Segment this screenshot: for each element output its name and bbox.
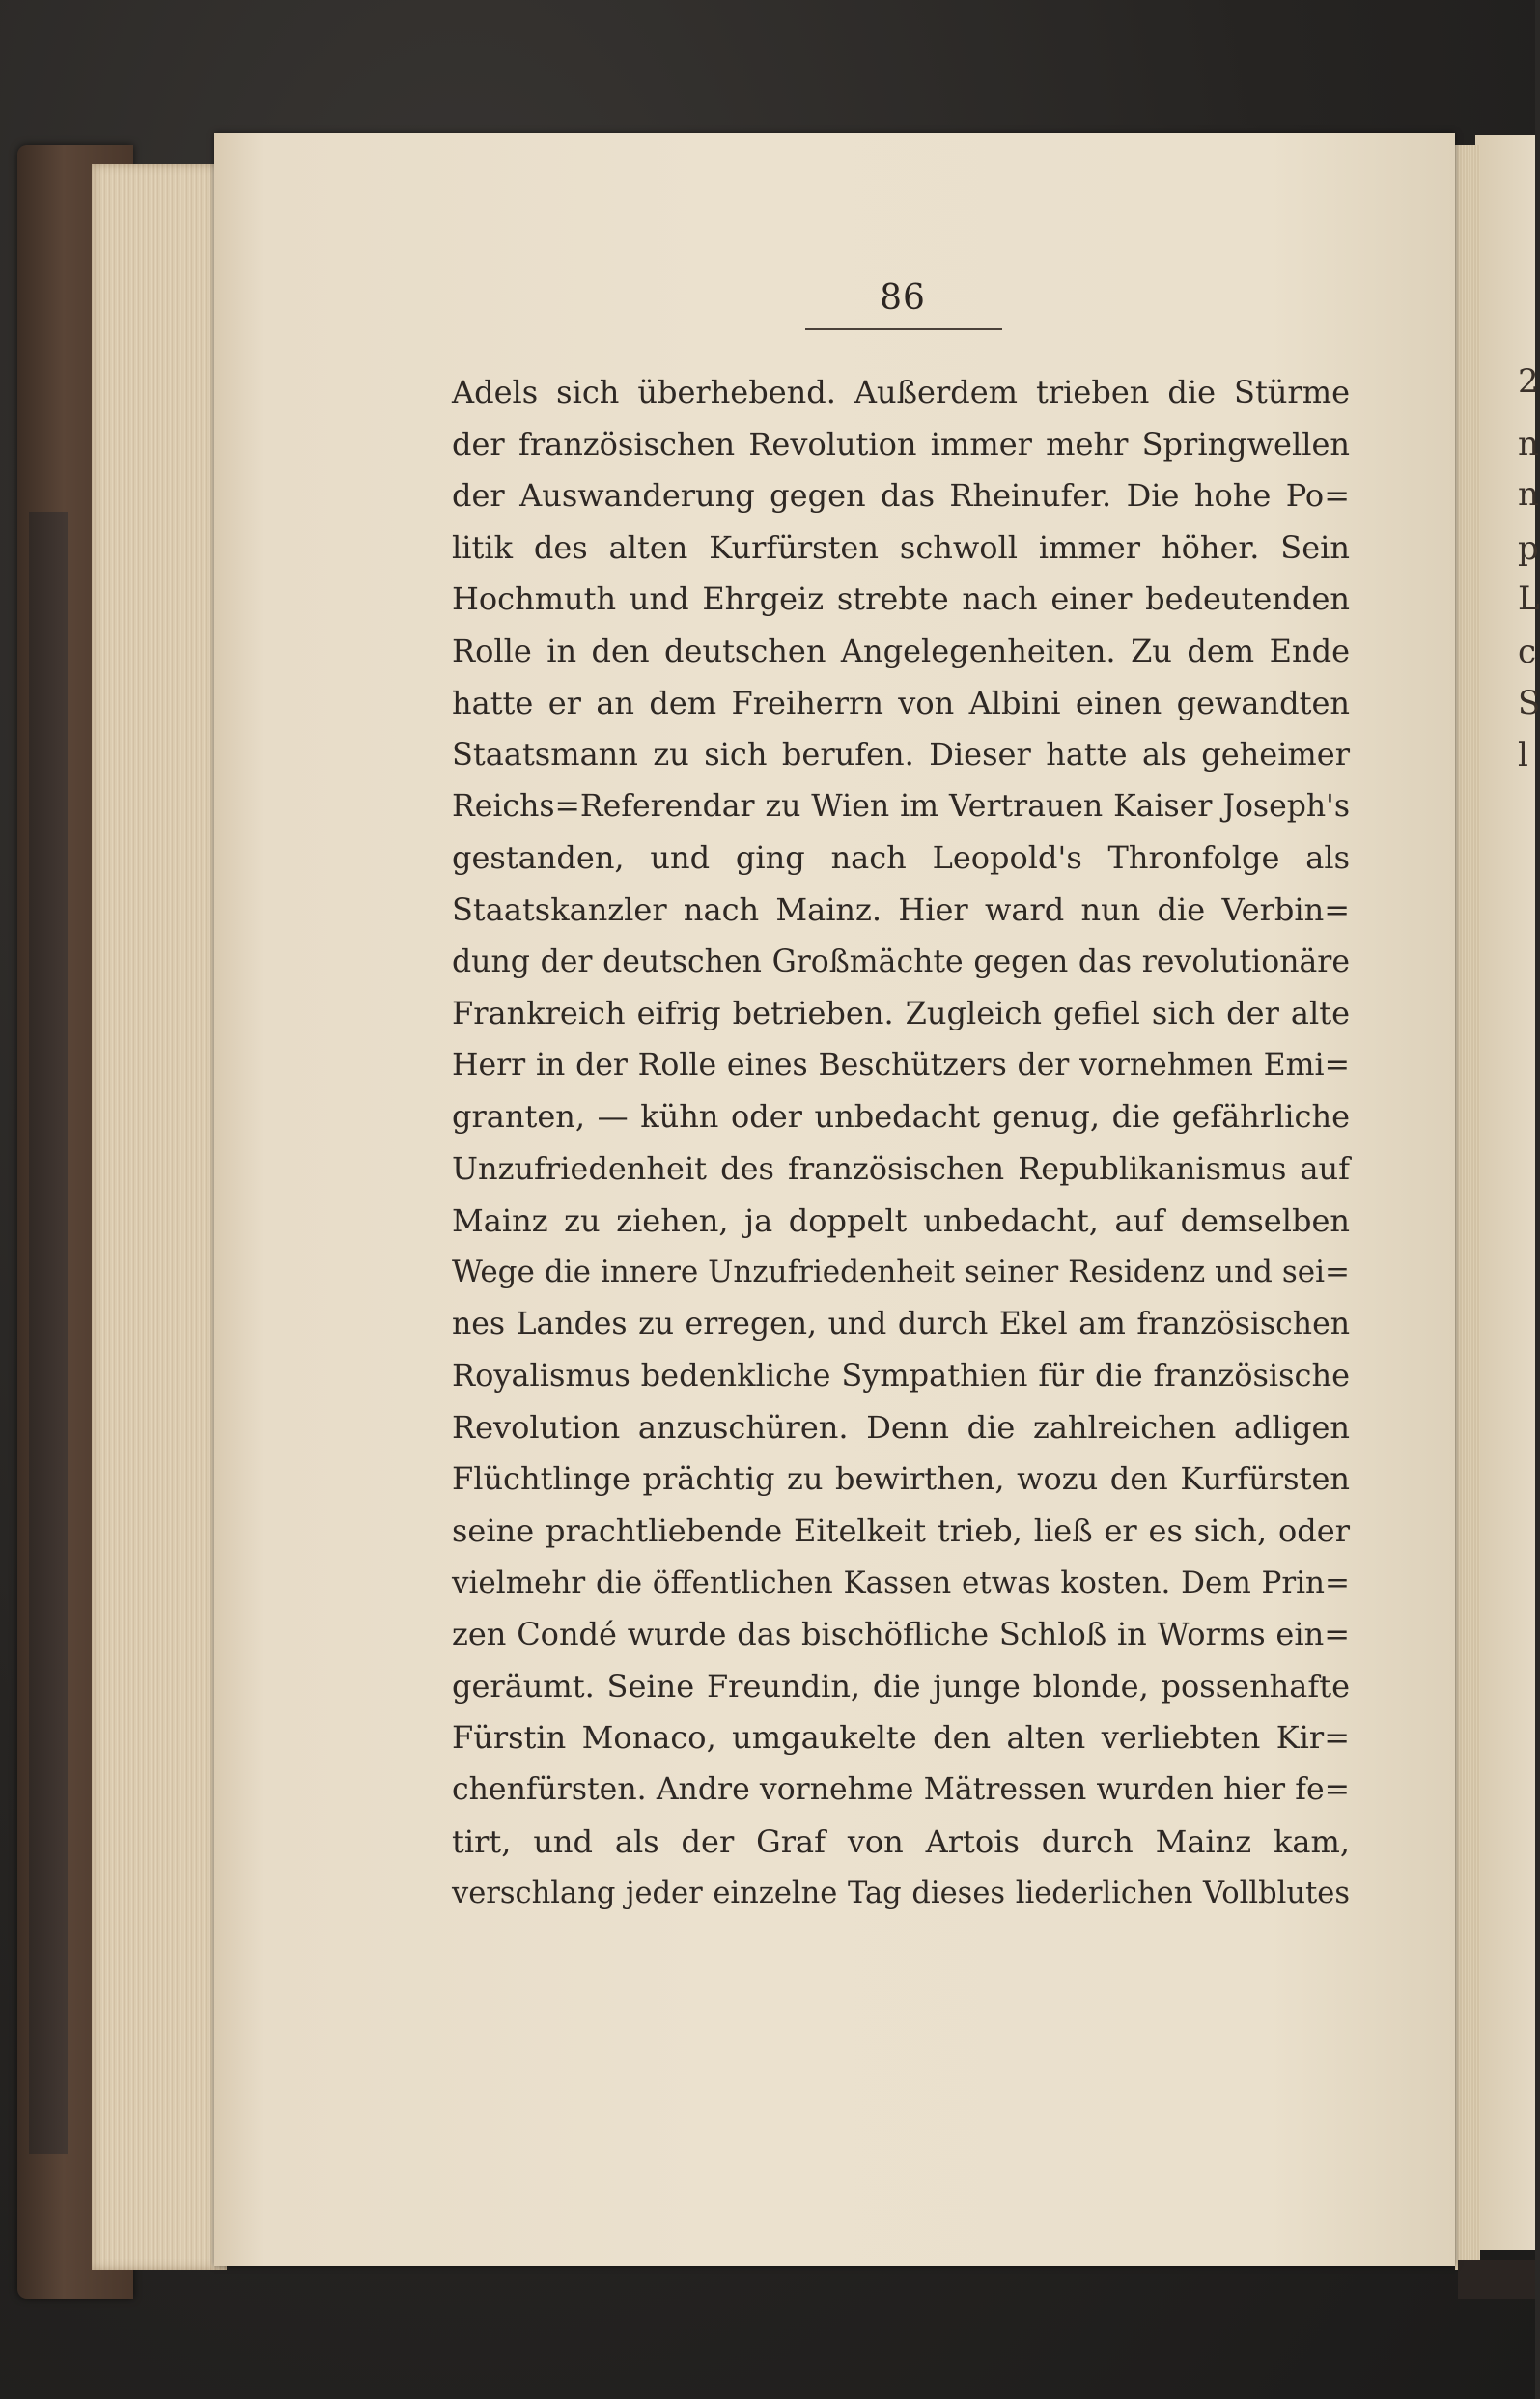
text-line: tirt, und als der Graf von Artois durch Mainz kam, [452,1822,1350,1860]
text-line: Royalismus bedenkliche Sympathien für die französische [452,1357,1350,1395]
text-line: Frankreich eifrig betrieben. Zugleich gefiel sich der alte [452,995,1350,1032]
page-stack-edge-left [92,164,227,2270]
text-line: Staatsmann zu sich berufen. Dieser hatte als geheimer [452,736,1350,774]
page-number: 86 [880,278,926,318]
text-line: Rolle in den deutschen Angelegenheiten. Zu dem Ende [452,632,1350,669]
text-line: Revolution anzuschüren. Denn die zahlreichen adligen [452,1408,1350,1446]
next-page-glyph: c [1518,633,1537,671]
text-line: chenfürsten. Andre vornehme Mätressen wurden hier fe= [452,1772,1350,1808]
text-line: der Auswanderung gegen das Rheinufer. Die hohe Po= [452,477,1350,515]
text-line: Adels sich überhebend. Außerdem trieben die Stürme [452,374,1350,410]
worn-cover-edge [29,512,68,2154]
text-line: hatte er an dem Freiherrn von Albini einen gewandten [452,684,1350,721]
next-page-glyph: 2 [1518,362,1539,401]
text-line: Fürstin Monaco, umgaukelte den alten verliebten Kir= [452,1719,1350,1757]
text-line: litik des alten Kurfürsten schwoll immer höher. Sein [452,528,1350,566]
next-page-edge [1475,135,1540,2250]
book-cover-right [1458,2260,1535,2299]
text-line: Wege die innere Unzufriedenheit seiner Residenz und sei= [452,1255,1350,1290]
next-page-glyph: n [1518,425,1539,464]
page-stack-edge-right [1455,145,1480,2270]
text-line: Herr in der Rolle eines Beschützers der vornehmen Emi= [452,1047,1350,1083]
text-line: Staatskanzler nach Mainz. Hier ward nun die Verbin= [452,890,1350,928]
page-text [452,367,1350,1920]
text-line: verschlang jeder einzelne Tag dieses liederlichen Vollblutes [452,1877,1350,1911]
text-line: gestanden, und ging nach Leopold's Thronfolge als [452,839,1350,877]
text-line: geräumt. Seine Freundin, die junge blonde, possenhafte [452,1667,1350,1705]
text-line: Unzufriedenheit des französischen Republikanismus auf [452,1149,1350,1187]
next-page-glyph: p [1518,529,1539,568]
text-line: Reichs=Referendar zu Wien im Vertrauen Kaiser Joseph's [452,788,1350,824]
text-line: nes Landes zu erregen, und durch Ekel am französischen [452,1306,1350,1341]
text-line: Hochmuth und Ehrgeiz strebte nach einer bedeutenden [452,580,1350,618]
next-page-glyph: l [1518,736,1528,775]
text-line: seine prachtliebende Eitelkeit trieb, ließ er es sich, oder [452,1512,1350,1550]
page-number-rule [805,328,1002,330]
text-line: Flüchtlinge prächtig zu bewirthen, wozu den Kurfürsten [452,1460,1350,1498]
next-page-glyph: S [1518,684,1540,722]
text-line: vielmehr die öffentlichen Kassen etwas kosten. Dem Prin= [452,1565,1350,1600]
next-page-glyph: n [1518,475,1539,514]
text-line: dung der deutschen Großmächte gegen das revolutionäre [452,944,1350,979]
text-line: granten, — kühn oder unbedacht genug, die gefährliche [452,1098,1350,1136]
next-page-glyph: L [1518,579,1540,618]
text-line: zen Condé wurde das bischöfliche Schloß in Worms ein= [452,1616,1350,1653]
text-line: der französischen Revolution immer mehr Springwellen [452,425,1350,463]
text-line: Mainz zu ziehen, ja doppelt unbedacht, auf demselben [452,1201,1350,1239]
